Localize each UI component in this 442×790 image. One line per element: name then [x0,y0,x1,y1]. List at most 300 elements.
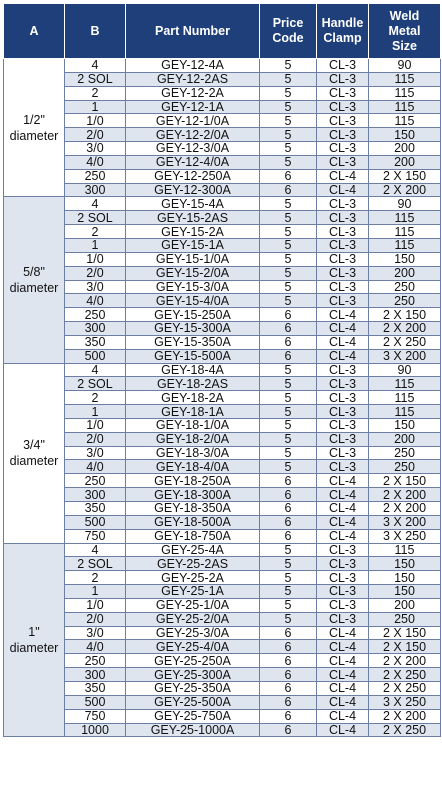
handle-clamp-cell: CL-3 [317,612,369,626]
price-code-cell: 5 [260,446,317,460]
price-code-cell: 6 [260,723,317,737]
part-number-cell: GEY-15-350A [126,335,260,349]
handle-clamp-cell: CL-4 [317,668,369,682]
cable-size-cell: 1/0 [65,598,126,612]
price-code-cell: 6 [260,640,317,654]
weld-metal-size-cell: 200 [369,155,441,169]
table-row [4,695,441,709]
price-code-cell: 5 [260,557,317,571]
table-row [4,169,441,183]
table-row [4,349,441,363]
weld-metal-size-cell: 90 [369,363,441,377]
table-row [4,211,441,225]
part-number-cell: GEY-18-1A [126,405,260,419]
price-code-cell: 5 [260,585,317,599]
part-number-cell: GEY-12-1/0A [126,114,260,128]
part-number-cell: GEY-25-2AS [126,557,260,571]
handle-clamp-cell: CL-3 [317,294,369,308]
price-code-cell: 5 [260,612,317,626]
cable-size-cell: 4 [65,543,126,557]
weld-metal-size-cell: 250 [369,612,441,626]
weld-metal-size-cell: 2 X 150 [369,474,441,488]
cable-size-cell: 250 [65,169,126,183]
header-row [4,4,441,59]
price-code-cell: 5 [260,86,317,100]
handle-clamp-cell: CL-3 [317,585,369,599]
weld-metal-size-cell: 150 [369,557,441,571]
handle-clamp-cell: CL-3 [317,280,369,294]
table-row [4,363,441,377]
cable-size-cell: 2 [65,86,126,100]
price-code-cell: 6 [260,668,317,682]
handle-clamp-cell: CL-3 [317,571,369,585]
handle-clamp-cell: CL-3 [317,446,369,460]
table-row [4,502,441,516]
handle-clamp-cell: CL-3 [317,238,369,252]
part-number-cell: GEY-18-750A [126,529,260,543]
diameter-label: 3/4" diameter [4,363,65,543]
price-code-cell: 5 [260,59,317,73]
handle-clamp-cell: CL-4 [317,308,369,322]
handle-clamp-cell: CL-3 [317,114,369,128]
table-row [4,668,441,682]
header-price-code: Price Code [260,4,317,59]
handle-clamp-cell: CL-4 [317,349,369,363]
weld-metal-size-cell: 115 [369,377,441,391]
table-row [4,155,441,169]
weld-metal-size-cell: 2 X 150 [369,640,441,654]
table-row [4,515,441,529]
handle-clamp-cell: CL-3 [317,211,369,225]
weld-metal-size-cell: 150 [369,128,441,142]
table-row [4,460,441,474]
part-number-cell: GEY-18-250A [126,474,260,488]
weld-metal-size-cell: 2 X 250 [369,681,441,695]
price-code-cell: 6 [260,654,317,668]
handle-clamp-cell: CL-4 [317,169,369,183]
parts-table [3,3,441,737]
price-code-cell: 6 [260,529,317,543]
part-number-cell: GEY-25-4A [126,543,260,557]
part-number-cell: GEY-15-4A [126,197,260,211]
weld-metal-size-cell: 250 [369,446,441,460]
cable-size-cell: 500 [65,515,126,529]
weld-metal-size-cell: 150 [369,571,441,585]
table-row [4,488,441,502]
price-code-cell: 6 [260,488,317,502]
weld-metal-size-cell: 90 [369,59,441,73]
part-number-cell: GEY-15-2/0A [126,266,260,280]
table-row [4,598,441,612]
part-number-cell: GEY-12-2/0A [126,128,260,142]
price-code-cell: 5 [260,72,317,86]
cable-size-cell: 350 [65,502,126,516]
cable-size-cell: 2 SOL [65,72,126,86]
handle-clamp-cell: CL-3 [317,432,369,446]
cable-size-cell: 1 [65,585,126,599]
cable-size-cell: 1/0 [65,114,126,128]
table-row [4,391,441,405]
cable-size-cell: 2/0 [65,266,126,280]
weld-metal-size-cell: 115 [369,405,441,419]
handle-clamp-cell: CL-4 [317,488,369,502]
part-number-cell: GEY-25-300A [126,668,260,682]
price-code-cell: 5 [260,142,317,156]
cable-size-cell: 750 [65,529,126,543]
weld-metal-size-cell: 2 X 250 [369,335,441,349]
cable-size-cell: 4 [65,197,126,211]
table-row [4,640,441,654]
handle-clamp-cell: CL-3 [317,418,369,432]
cable-size-cell: 1/0 [65,418,126,432]
handle-clamp-cell: CL-4 [317,654,369,668]
cable-size-cell: 1 [65,405,126,419]
weld-metal-size-cell: 115 [369,72,441,86]
weld-metal-size-cell: 2 X 250 [369,723,441,737]
handle-clamp-cell: CL-3 [317,460,369,474]
handle-clamp-cell: CL-3 [317,363,369,377]
diameter-label: 5/8" diameter [4,197,65,363]
price-code-cell: 6 [260,183,317,197]
table-row [4,238,441,252]
table-row [4,446,441,460]
part-number-cell: GEY-25-1/0A [126,598,260,612]
cable-size-cell: 2/0 [65,612,126,626]
weld-metal-size-cell: 115 [369,86,441,100]
price-code-cell: 5 [260,460,317,474]
table-row [4,626,441,640]
handle-clamp-cell: CL-3 [317,557,369,571]
table-row [4,197,441,211]
weld-metal-size-cell: 3 X 250 [369,529,441,543]
cable-size-cell: 500 [65,349,126,363]
table-row [4,557,441,571]
weld-metal-size-cell: 2 X 150 [369,626,441,640]
table-row [4,308,441,322]
cable-size-cell: 3/0 [65,626,126,640]
price-code-cell: 6 [260,502,317,516]
table-body [4,59,441,737]
weld-metal-size-cell: 2 X 200 [369,502,441,516]
handle-clamp-cell: CL-3 [317,197,369,211]
part-number-cell: GEY-15-300A [126,322,260,336]
diameter-label: 1/2" diameter [4,59,65,197]
table-row [4,114,441,128]
handle-clamp-cell: CL-4 [317,502,369,516]
cable-size-cell: 4/0 [65,155,126,169]
table-row [4,280,441,294]
weld-metal-size-cell: 115 [369,211,441,225]
handle-clamp-cell: CL-4 [317,626,369,640]
weld-metal-size-cell: 3 X 250 [369,695,441,709]
cable-size-cell: 350 [65,681,126,695]
price-code-cell: 5 [260,100,317,114]
cable-size-cell: 4/0 [65,294,126,308]
part-number-cell: GEY-25-350A [126,681,260,695]
part-number-cell: GEY-15-1/0A [126,252,260,266]
cable-size-cell: 300 [65,322,126,336]
weld-metal-size-cell: 115 [369,238,441,252]
part-number-cell: GEY-25-4/0A [126,640,260,654]
handle-clamp-cell: CL-3 [317,155,369,169]
cable-size-cell: 3/0 [65,280,126,294]
cable-size-cell: 2 [65,391,126,405]
cable-size-cell: 3/0 [65,446,126,460]
price-code-cell: 5 [260,377,317,391]
table-row [4,474,441,488]
cable-size-cell: 350 [65,335,126,349]
price-code-cell: 5 [260,197,317,211]
price-code-cell: 6 [260,335,317,349]
part-number-cell: GEY-15-250A [126,308,260,322]
part-number-cell: GEY-18-1/0A [126,418,260,432]
part-number-cell: GEY-25-750A [126,709,260,723]
weld-metal-size-cell: 115 [369,100,441,114]
weld-metal-size-cell: 2 X 150 [369,308,441,322]
cable-size-cell: 4 [65,363,126,377]
handle-clamp-cell: CL-4 [317,322,369,336]
price-code-cell: 5 [260,543,317,557]
price-code-cell: 6 [260,626,317,640]
handle-clamp-cell: CL-3 [317,72,369,86]
handle-clamp-cell: CL-4 [317,515,369,529]
price-code-cell: 5 [260,598,317,612]
cable-size-cell: 2 [65,225,126,239]
cable-size-cell: 250 [65,654,126,668]
weld-metal-size-cell: 250 [369,280,441,294]
handle-clamp-cell: CL-4 [317,183,369,197]
part-number-cell: GEY-15-4/0A [126,294,260,308]
weld-metal-size-cell: 150 [369,418,441,432]
price-code-cell: 5 [260,114,317,128]
price-code-cell: 5 [260,432,317,446]
weld-metal-size-cell: 3 X 200 [369,515,441,529]
weld-metal-size-cell: 250 [369,294,441,308]
price-code-cell: 5 [260,391,317,405]
weld-metal-size-cell: 115 [369,114,441,128]
weld-metal-size-cell: 200 [369,432,441,446]
price-code-cell: 5 [260,128,317,142]
cable-size-cell: 4 [65,59,126,73]
part-number-cell: GEY-15-500A [126,349,260,363]
price-code-cell: 5 [260,294,317,308]
cable-size-cell: 3/0 [65,142,126,156]
part-number-cell: GEY-25-2/0A [126,612,260,626]
table-row [4,252,441,266]
part-number-cell: GEY-25-250A [126,654,260,668]
cable-size-cell: 500 [65,695,126,709]
price-code-cell: 6 [260,349,317,363]
table-row [4,723,441,737]
price-code-cell: 6 [260,515,317,529]
header-handle-clamp: Handle Clamp [317,4,369,59]
price-code-cell: 6 [260,681,317,695]
cable-size-cell: 250 [65,474,126,488]
handle-clamp-cell: CL-3 [317,391,369,405]
cable-size-cell: 1000 [65,723,126,737]
part-number-cell: GEY-12-300A [126,183,260,197]
handle-clamp-cell: CL-3 [317,225,369,239]
price-code-cell: 5 [260,405,317,419]
cable-size-cell: 1 [65,100,126,114]
price-code-cell: 5 [260,571,317,585]
part-number-cell: GEY-18-350A [126,502,260,516]
table-row [4,225,441,239]
table-row [4,266,441,280]
price-code-cell: 6 [260,474,317,488]
handle-clamp-cell: CL-3 [317,543,369,557]
price-code-cell: 5 [260,280,317,294]
weld-metal-size-cell: 2 X 200 [369,709,441,723]
handle-clamp-cell: CL-4 [317,474,369,488]
part-number-cell: GEY-12-2AS [126,72,260,86]
cable-size-cell: 300 [65,183,126,197]
part-number-cell: GEY-12-4/0A [126,155,260,169]
part-number-cell: GEY-15-3/0A [126,280,260,294]
price-code-cell: 6 [260,709,317,723]
cable-size-cell: 250 [65,308,126,322]
price-code-cell: 6 [260,308,317,322]
diameter-label: 1" diameter [4,543,65,737]
price-code-cell: 5 [260,238,317,252]
part-number-cell: GEY-18-3/0A [126,446,260,460]
table-row [4,571,441,585]
weld-metal-size-cell: 250 [369,460,441,474]
handle-clamp-cell: CL-3 [317,598,369,612]
handle-clamp-cell: CL-3 [317,405,369,419]
part-number-cell: GEY-18-300A [126,488,260,502]
table-row [4,654,441,668]
weld-metal-size-cell: 2 X 200 [369,488,441,502]
weld-metal-size-cell: 3 X 200 [369,349,441,363]
cable-size-cell: 2 [65,571,126,585]
handle-clamp-cell: CL-4 [317,681,369,695]
part-number-cell: GEY-25-2A [126,571,260,585]
part-number-cell: GEY-12-2A [126,86,260,100]
header-a: A [4,4,65,59]
table-row [4,322,441,336]
price-code-cell: 6 [260,169,317,183]
handle-clamp-cell: CL-3 [317,86,369,100]
handle-clamp-cell: CL-3 [317,100,369,114]
table-row [4,529,441,543]
part-number-cell: GEY-15-2AS [126,211,260,225]
table-row [4,294,441,308]
part-number-cell: GEY-25-1000A [126,723,260,737]
handle-clamp-cell: CL-3 [317,142,369,156]
weld-metal-size-cell: 200 [369,598,441,612]
header-part-number: Part Number [126,4,260,59]
cable-size-cell: 300 [65,668,126,682]
part-number-cell: GEY-18-2A [126,391,260,405]
handle-clamp-cell: CL-4 [317,709,369,723]
cable-size-cell: 2/0 [65,432,126,446]
header-weld-metal-size: Weld Metal Size [369,4,441,59]
table-row [4,128,441,142]
table-row [4,377,441,391]
cable-size-cell: 1/0 [65,252,126,266]
weld-metal-size-cell: 200 [369,142,441,156]
handle-clamp-cell: CL-3 [317,252,369,266]
price-code-cell: 5 [260,225,317,239]
part-number-cell: GEY-12-3/0A [126,142,260,156]
table-row [4,543,441,557]
part-number-cell: GEY-12-1A [126,100,260,114]
cable-size-cell: 4/0 [65,640,126,654]
price-code-cell: 6 [260,322,317,336]
part-number-cell: GEY-18-2AS [126,377,260,391]
price-code-cell: 5 [260,155,317,169]
weld-metal-size-cell: 150 [369,252,441,266]
part-number-cell: GEY-18-2/0A [126,432,260,446]
handle-clamp-cell: CL-3 [317,377,369,391]
part-number-cell: GEY-12-250A [126,169,260,183]
part-number-cell: GEY-18-4/0A [126,460,260,474]
part-number-cell: GEY-25-3/0A [126,626,260,640]
handle-clamp-cell: CL-4 [317,335,369,349]
weld-metal-size-cell: 2 X 150 [369,169,441,183]
handle-clamp-cell: CL-3 [317,59,369,73]
weld-metal-size-cell: 2 X 200 [369,654,441,668]
price-code-cell: 5 [260,211,317,225]
part-number-cell: GEY-15-1A [126,238,260,252]
part-number-cell: GEY-18-4A [126,363,260,377]
price-code-cell: 6 [260,695,317,709]
handle-clamp-cell: CL-4 [317,723,369,737]
table-row [4,72,441,86]
table-row [4,585,441,599]
table-row [4,86,441,100]
weld-metal-size-cell: 2 X 200 [369,322,441,336]
table-row [4,59,441,73]
price-code-cell: 5 [260,363,317,377]
table-row [4,709,441,723]
table-row [4,183,441,197]
weld-metal-size-cell: 150 [369,585,441,599]
header-b: B [65,4,126,59]
handle-clamp-cell: CL-3 [317,128,369,142]
cable-size-cell: 2 SOL [65,211,126,225]
cable-size-cell: 2 SOL [65,377,126,391]
cable-size-cell: 750 [65,709,126,723]
part-number-cell: GEY-15-2A [126,225,260,239]
weld-metal-size-cell: 90 [369,197,441,211]
weld-metal-size-cell: 2 X 200 [369,183,441,197]
weld-metal-size-cell: 2 X 250 [369,668,441,682]
weld-metal-size-cell: 115 [369,391,441,405]
weld-metal-size-cell: 115 [369,543,441,557]
table-row [4,612,441,626]
cable-size-cell: 1 [65,238,126,252]
handle-clamp-cell: CL-4 [317,640,369,654]
cable-size-cell: 2 SOL [65,557,126,571]
part-number-cell: GEY-25-500A [126,695,260,709]
table-row [4,142,441,156]
handle-clamp-cell: CL-4 [317,695,369,709]
cable-size-cell: 300 [65,488,126,502]
cable-size-cell: 4/0 [65,460,126,474]
handle-clamp-cell: CL-3 [317,266,369,280]
cable-size-cell: 2/0 [65,128,126,142]
weld-metal-size-cell: 115 [369,225,441,239]
part-number-cell: GEY-12-4A [126,59,260,73]
table-row [4,418,441,432]
table-row [4,100,441,114]
price-code-cell: 5 [260,418,317,432]
table-row [4,405,441,419]
part-number-cell: GEY-25-1A [126,585,260,599]
table-row [4,335,441,349]
